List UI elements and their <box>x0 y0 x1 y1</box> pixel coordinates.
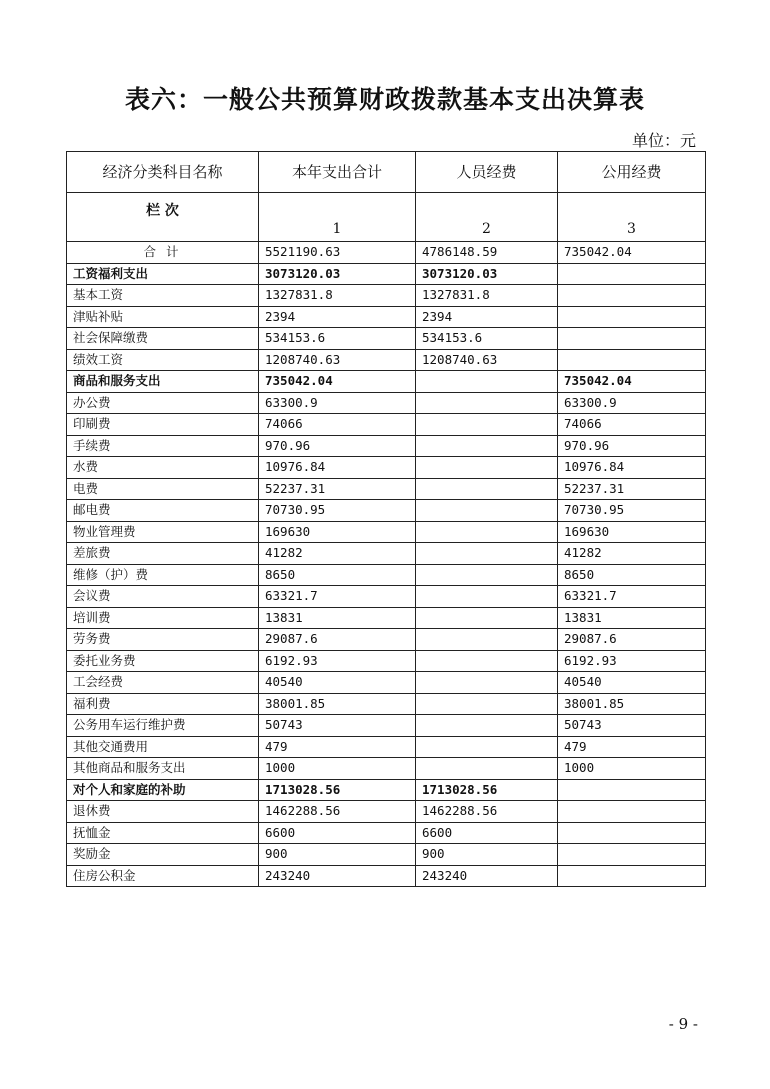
table-row <box>67 865 706 887</box>
table-row <box>67 521 706 543</box>
row-name: 劳务费 <box>67 629 259 651</box>
row-name: 津贴补贴 <box>67 306 259 328</box>
table-row <box>67 543 706 565</box>
row-personnel-value <box>416 564 558 586</box>
row-personnel-value: 1327831.8 <box>416 285 558 307</box>
row-public-value: 29087.6 <box>558 629 706 651</box>
table-row <box>67 801 706 823</box>
table-row <box>67 758 706 780</box>
row-personnel-value <box>416 650 558 672</box>
row-personnel-value <box>416 521 558 543</box>
row-name: 水费 <box>67 457 259 479</box>
row-personnel-value <box>416 586 558 608</box>
table-row <box>67 844 706 866</box>
row-personnel-value <box>416 672 558 694</box>
row-public-value: 6192.93 <box>558 650 706 672</box>
row-name: 公务用车运行维护费 <box>67 715 259 737</box>
table-row <box>67 650 706 672</box>
table-row <box>67 478 706 500</box>
row-public-value: 735042.04 <box>558 371 706 393</box>
row-public-value: 70730.95 <box>558 500 706 522</box>
row-personnel-value <box>416 371 558 393</box>
row-total-value: 29087.6 <box>259 629 416 651</box>
row-total-value: 52237.31 <box>259 478 416 500</box>
row-personnel-value <box>416 693 558 715</box>
row-name: 工会经费 <box>67 672 259 694</box>
column-index-1: 1 <box>259 193 416 242</box>
header-total: 本年支出合计 <box>259 152 416 193</box>
row-personnel-value: 3073120.03 <box>416 263 558 285</box>
row-public-value: 50743 <box>558 715 706 737</box>
total-value-2: 4786148.59 <box>416 242 558 264</box>
table-row <box>67 435 706 457</box>
row-public-value <box>558 328 706 350</box>
row-personnel-value <box>416 414 558 436</box>
row-public-value: 41282 <box>558 543 706 565</box>
row-total-value: 169630 <box>259 521 416 543</box>
table-row <box>67 607 706 629</box>
row-personnel-value <box>416 543 558 565</box>
budget-table <box>66 151 706 887</box>
row-personnel-value <box>416 607 558 629</box>
row-personnel-value: 6600 <box>416 822 558 844</box>
row-name: 其他商品和服务支出 <box>67 758 259 780</box>
row-public-value <box>558 285 706 307</box>
row-public-value: 38001.85 <box>558 693 706 715</box>
table-row <box>67 414 706 436</box>
row-name: 委托业务费 <box>67 650 259 672</box>
table-row <box>67 672 706 694</box>
table-row <box>67 629 706 651</box>
table-row <box>67 586 706 608</box>
row-personnel-value <box>416 758 558 780</box>
row-total-value: 70730.95 <box>259 500 416 522</box>
row-name: 退休费 <box>67 801 259 823</box>
row-total-value: 6192.93 <box>259 650 416 672</box>
table-row <box>67 371 706 393</box>
row-personnel-value: 1713028.56 <box>416 779 558 801</box>
row-total-value: 735042.04 <box>259 371 416 393</box>
table-row <box>67 349 706 371</box>
row-total-value: 41282 <box>259 543 416 565</box>
row-name: 差旅费 <box>67 543 259 565</box>
table-row <box>67 306 706 328</box>
row-total-value: 479 <box>259 736 416 758</box>
row-name: 住房公积金 <box>67 865 259 887</box>
row-name: 绩效工资 <box>67 349 259 371</box>
row-name: 电费 <box>67 478 259 500</box>
row-total-value: 1208740.63 <box>259 349 416 371</box>
column-index-2: 2 <box>416 193 558 242</box>
row-total-value: 900 <box>259 844 416 866</box>
row-name: 邮电费 <box>67 500 259 522</box>
header-personnel: 人员经费 <box>416 152 558 193</box>
row-name: 办公费 <box>67 392 259 414</box>
row-name: 基本工资 <box>67 285 259 307</box>
column-index-3: 3 <box>558 193 706 242</box>
row-name: 工资福利支出 <box>67 263 259 285</box>
row-personnel-value: 1462288.56 <box>416 801 558 823</box>
page-title: 表六：一般公共预算财政拨款基本支出决算表 <box>124 85 645 114</box>
header-row <box>67 152 706 193</box>
row-personnel-value <box>416 478 558 500</box>
column-index-label: 栏 次 <box>67 193 259 242</box>
row-personnel-value <box>416 736 558 758</box>
table-row <box>67 693 706 715</box>
row-personnel-value: 534153.6 <box>416 328 558 350</box>
table-row <box>67 263 706 285</box>
row-total-value: 38001.85 <box>259 693 416 715</box>
column-index-row <box>67 193 706 242</box>
row-total-value: 1713028.56 <box>259 779 416 801</box>
header-public: 公用经费 <box>558 152 706 193</box>
total-row <box>67 242 706 264</box>
row-public-value: 13831 <box>558 607 706 629</box>
row-personnel-value <box>416 715 558 737</box>
table-row <box>67 457 706 479</box>
row-public-value: 74066 <box>558 414 706 436</box>
row-total-value: 243240 <box>259 865 416 887</box>
row-total-value: 1327831.8 <box>259 285 416 307</box>
unit-label: 单位：元 <box>631 131 696 150</box>
row-public-value: 1000 <box>558 758 706 780</box>
table-row <box>67 285 706 307</box>
total-label: 合 计 <box>67 242 259 264</box>
row-total-value: 74066 <box>259 414 416 436</box>
row-personnel-value <box>416 392 558 414</box>
table-row <box>67 564 706 586</box>
row-public-value <box>558 263 706 285</box>
total-value-3: 735042.04 <box>558 242 706 264</box>
row-public-value: 52237.31 <box>558 478 706 500</box>
row-public-value: 10976.84 <box>558 457 706 479</box>
row-name: 会议费 <box>67 586 259 608</box>
table-row <box>67 328 706 350</box>
row-name: 印刷费 <box>67 414 259 436</box>
row-total-value: 1000 <box>259 758 416 780</box>
row-personnel-value: 2394 <box>416 306 558 328</box>
row-name: 商品和服务支出 <box>67 371 259 393</box>
row-name: 抚恤金 <box>67 822 259 844</box>
row-personnel-value <box>416 629 558 651</box>
row-name: 福利费 <box>67 693 259 715</box>
row-personnel-value <box>416 457 558 479</box>
row-personnel-value: 900 <box>416 844 558 866</box>
row-name: 对个人和家庭的补助 <box>67 779 259 801</box>
row-public-value: 479 <box>558 736 706 758</box>
row-total-value: 50743 <box>259 715 416 737</box>
row-name: 其他交通费用 <box>67 736 259 758</box>
row-total-value: 1462288.56 <box>259 801 416 823</box>
row-total-value: 8650 <box>259 564 416 586</box>
row-total-value: 40540 <box>259 672 416 694</box>
table-row <box>67 822 706 844</box>
table-row <box>67 779 706 801</box>
row-public-value: 63321.7 <box>558 586 706 608</box>
row-total-value: 2394 <box>259 306 416 328</box>
row-public-value <box>558 844 706 866</box>
table-row <box>67 500 706 522</box>
table-row <box>67 392 706 414</box>
row-public-value: 40540 <box>558 672 706 694</box>
row-name: 维修（护）费 <box>67 564 259 586</box>
row-personnel-value: 243240 <box>416 865 558 887</box>
row-public-value: 8650 <box>558 564 706 586</box>
row-public-value <box>558 865 706 887</box>
row-total-value: 970.96 <box>259 435 416 457</box>
row-public-value <box>558 306 706 328</box>
row-public-value <box>558 801 706 823</box>
page-number: - 9 - <box>668 1015 698 1033</box>
row-personnel-value <box>416 500 558 522</box>
row-public-value: 169630 <box>558 521 706 543</box>
row-public-value <box>558 822 706 844</box>
row-public-value <box>558 779 706 801</box>
row-public-value <box>558 349 706 371</box>
row-name: 物业管理费 <box>67 521 259 543</box>
row-personnel-value <box>416 435 558 457</box>
row-total-value: 6600 <box>259 822 416 844</box>
row-total-value: 3073120.03 <box>259 263 416 285</box>
row-public-value: 970.96 <box>558 435 706 457</box>
total-value-1: 5521190.63 <box>259 242 416 264</box>
row-personnel-value: 1208740.63 <box>416 349 558 371</box>
row-total-value: 13831 <box>259 607 416 629</box>
row-public-value: 63300.9 <box>558 392 706 414</box>
row-total-value: 534153.6 <box>259 328 416 350</box>
table-row <box>67 715 706 737</box>
row-name: 奖励金 <box>67 844 259 866</box>
row-name: 手续费 <box>67 435 259 457</box>
row-name: 培训费 <box>67 607 259 629</box>
row-name: 社会保障缴费 <box>67 328 259 350</box>
table-row <box>67 736 706 758</box>
row-total-value: 10976.84 <box>259 457 416 479</box>
header-category: 经济分类科目名称 <box>67 152 259 193</box>
row-total-value: 63300.9 <box>259 392 416 414</box>
row-total-value: 63321.7 <box>259 586 416 608</box>
